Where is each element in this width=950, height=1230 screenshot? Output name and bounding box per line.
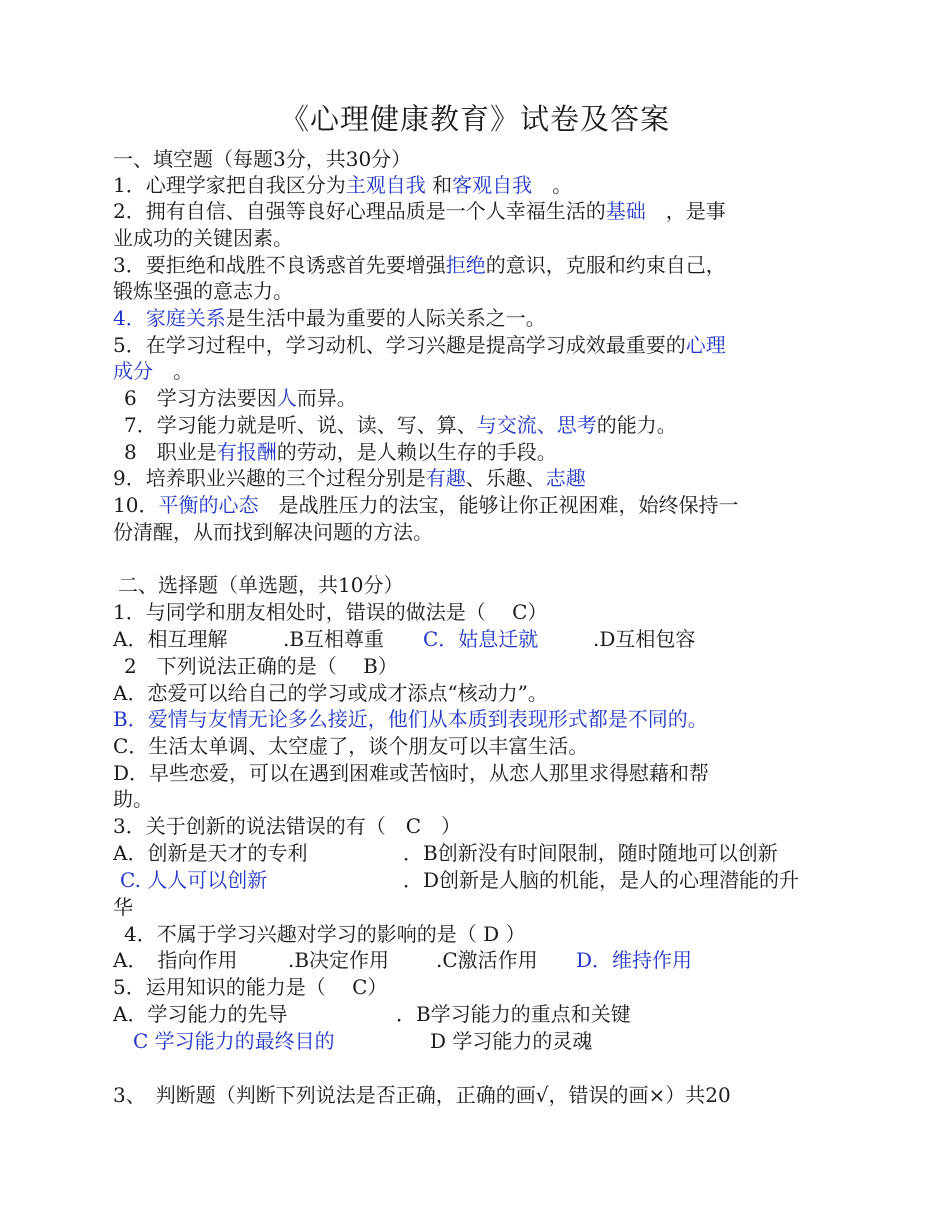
choice-q1-options xyxy=(113,626,695,652)
q10-answer: 平衡的心态 xyxy=(158,493,259,517)
fill-q3 xyxy=(113,252,726,278)
option-b: .B互相尊重 xyxy=(283,627,385,651)
option-a: A．学习能力的先导 xyxy=(113,1002,288,1026)
choice-q2-option-c: C．生活太单调、太空虚了，谈个朋友可以丰富生活。 xyxy=(113,734,589,758)
q2-post: ，是事 xyxy=(645,199,726,223)
choice-q2-option-d: D．早些恋爱，可以在遇到困难或苦恼时，从恋人那里求得慰藉和帮 xyxy=(113,761,710,785)
option-a: A． 指向作用 xyxy=(113,948,238,972)
choice-q3-row2 xyxy=(120,867,799,893)
fill-q10 xyxy=(113,492,738,518)
option-d: ．D创新是人脑的机能，是人的心理潜能的升 xyxy=(403,868,800,892)
q4-answer: 4．家庭关系 xyxy=(113,306,226,330)
q1-mid: 和 xyxy=(425,173,453,197)
q2-text: 2．拥有自信、自强等良好心理品质是一个人幸福生活的 xyxy=(113,199,606,223)
choice-q2-option-d-cont: 助。 xyxy=(113,787,153,811)
q7-answer: 与交流、思考 xyxy=(476,413,597,437)
choice-q2-stem: 2 下列说法正确的是（ B） xyxy=(124,654,398,678)
section1-heading: 一、填空题（每题3分，共30分） xyxy=(113,147,412,171)
q3-answer: 拒绝 xyxy=(445,253,486,277)
fill-q6 xyxy=(124,385,357,411)
option-c: .C激活作用 xyxy=(436,948,538,972)
choice-q3-stem: 3．关于创新的说法错误的有（ C ） xyxy=(113,814,462,838)
choice-q5-stem: 5．运用知识的能力是（ C） xyxy=(113,975,388,999)
q2-answer: 基础 xyxy=(605,199,646,223)
q5-answer-part1: 心理 xyxy=(685,333,726,357)
fill-q2 xyxy=(113,198,726,224)
q10-continuation: 份清醒，从而找到解决问题的方法。 xyxy=(113,520,433,544)
fill-q5 xyxy=(113,332,726,358)
q9-answer-1: 有趣 xyxy=(425,466,466,490)
q9-answer-2: 志趣 xyxy=(545,466,586,490)
fill-q4 xyxy=(113,305,546,331)
q10-number: 10． xyxy=(113,493,159,517)
q1-answer-2: 客观自我 xyxy=(452,173,533,197)
choice-q5-row1 xyxy=(113,1001,631,1027)
q3-post: 的意识，克服和约束自己， xyxy=(485,253,726,277)
q4-post: 是生活中最为重要的人际关系之一。 xyxy=(225,306,546,330)
choice-q4-stem: 4．不属于学习兴趣对学习的影响的是（ D ） xyxy=(124,922,526,946)
choice-q5-row2 xyxy=(133,1028,592,1054)
choice-q4-options xyxy=(113,947,692,973)
page-title: 《心理健康教育》试卷及答案 xyxy=(279,102,670,136)
option-b: .B决定作用 xyxy=(288,948,390,972)
option-d-answer: D．维持作用 xyxy=(576,948,693,972)
choice-q2-option-b-answer: B．爱情与友情无论多么接近，他们从本质到表现形式都是不同的。 xyxy=(113,707,708,731)
section3-heading: 3、 判断题（判断下列说法是否正确，正确的画√，错误的画×）共20 xyxy=(113,1083,731,1107)
q10-post: 是战胜压力的法宝，能够让你正视困难，始终保持一 xyxy=(258,493,739,517)
q3-continuation: 锻炼坚强的意志力。 xyxy=(113,279,293,303)
choice-q3-row2-cont: 华 xyxy=(113,895,133,919)
choice-q1-stem: 1．与同学和朋友相处时，错误的做法是（ C） xyxy=(113,600,548,624)
q9-mid: 、乐趣、 xyxy=(465,466,546,490)
q8-post: 的劳动，是人赖以生存的手段。 xyxy=(276,440,557,464)
q3-text: 3．要拒绝和战胜不良诱惑首先要增强 xyxy=(113,253,446,277)
option-b: ．B学习能力的重点和关键 xyxy=(396,1002,631,1026)
q5-answer-part2: 成分 xyxy=(113,359,153,383)
q8-answer: 有报酬 xyxy=(216,440,277,464)
q7-post: 的能力。 xyxy=(596,413,677,437)
q8-text: 8 职业是 xyxy=(124,440,217,464)
option-c-answer: C 学习能力的最终目的 xyxy=(133,1029,335,1053)
q5-continuation xyxy=(113,358,193,384)
option-c-answer: C. 人人可以创新 xyxy=(120,868,268,892)
fill-q1 xyxy=(113,172,572,198)
q1-answer-1: 主观自我 xyxy=(345,173,426,197)
option-d: .D互相包容 xyxy=(593,627,696,651)
option-c-answer: C．姑息迁就 xyxy=(423,627,539,651)
q1-post: 。 xyxy=(532,173,573,197)
fill-q7 xyxy=(124,412,677,438)
q6-text: 6 学习方法要因 xyxy=(124,386,277,410)
option-a: A．创新是天才的专利 xyxy=(113,841,308,865)
q9-text: 9．培养职业兴趣的三个过程分别是 xyxy=(113,466,426,490)
section2-heading: 二、选择题（单选题，共10分） xyxy=(118,573,404,597)
q7-text: 7．学习能力就是听、说、读、写、算、 xyxy=(124,413,477,437)
q2-continuation: 业成功的关键因素。 xyxy=(113,226,293,250)
q1-text: 1．心理学家把自我区分为 xyxy=(113,173,346,197)
q5-post: 。 xyxy=(153,359,193,383)
choice-q2-option-a: A．恋爱可以给自己的学习或成才添点“核动力”。 xyxy=(113,681,548,705)
option-a: A．相互理解 xyxy=(113,627,228,651)
option-d: D 学习能力的灵魂 xyxy=(430,1029,593,1053)
q6-post: 而异。 xyxy=(296,386,357,410)
fill-q8 xyxy=(124,439,557,465)
choice-q3-row1 xyxy=(113,840,778,866)
option-b: ．B创新没有时间限制，随时随地可以创新 xyxy=(403,841,778,865)
q6-answer: 人 xyxy=(276,386,297,410)
q5-text: 5．在学习过程中，学习动机、学习兴趣是提高学习成效最重要的 xyxy=(113,333,686,357)
fill-q9 xyxy=(113,465,586,491)
